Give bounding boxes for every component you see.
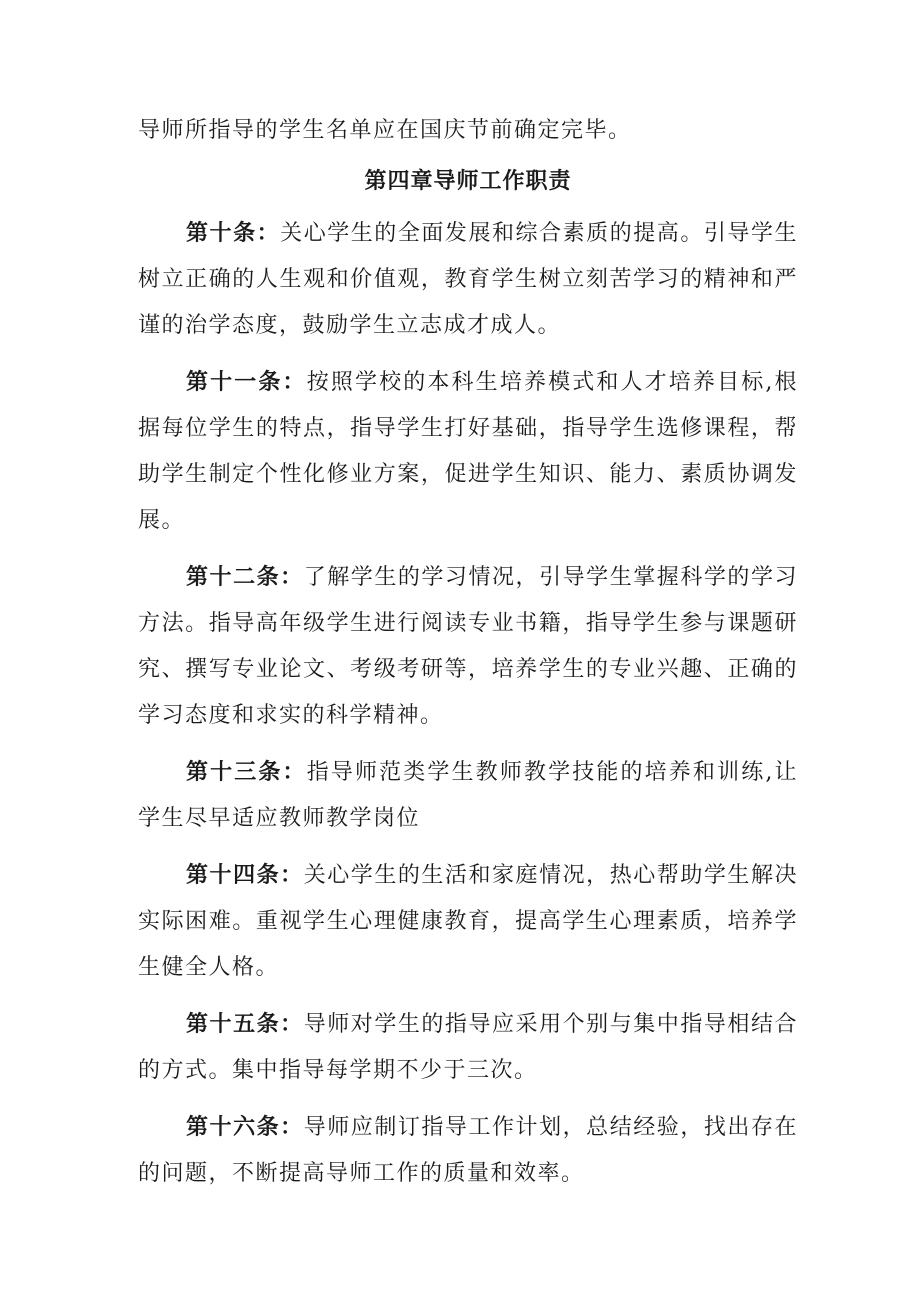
article-10 <box>138 210 798 349</box>
article-label: 第十六条： <box>186 1114 304 1140</box>
article-label: 第十一条： <box>186 369 307 395</box>
article-text: 导师应制订指导工作计划，总结经验，找出存在的问题，不断提高导师工作的质量和效率。 <box>138 1115 798 1186</box>
article-16 <box>138 1104 798 1197</box>
article-text: 按照学校的本科生培养模式和人才培养目标,根据每位学生的特点，指导学生打好基础，指导学生选修课程，帮助学生制定个性化修业方案，促进学生知识、能力、素质协调发展。 <box>138 370 798 533</box>
article-label: 第十三条： <box>186 759 307 785</box>
article-text: 关心学生的生活和家庭情况，热心帮助学生解决实际困难。重视学生心理健康教育，提高学生心理素质，培养学生健全人格。 <box>138 863 798 980</box>
article-label: 第十五条： <box>186 1011 304 1037</box>
article-text: 了解学生的学习情况，引导学生掌握科学的学习方法。指导高年级学生进行阅读专业书籍，指导学生参与课题研究、撰写专业论文、考级考研等，培养学生的专业兴趣、正确的学习态度和求实的科学精神。 <box>138 565 798 728</box>
chapter-title: 第四章导师工作职责 <box>364 168 572 194</box>
article-text: 导师对学生的指导应采用个别与集中指导相结合的方式。集中指导每学期不少于三次。 <box>138 1012 798 1083</box>
continuation-paragraph: 导师所指导的学生名单应在国庆节前确定完毕。 <box>138 118 632 143</box>
article-label: 第十四条： <box>186 862 304 888</box>
article-13 <box>138 749 798 842</box>
article-14 <box>138 852 798 991</box>
article-12 <box>138 554 798 739</box>
article-text: 关心学生的全面发展和综合素质的提高。引导学生树立正确的人生观和价值观，教育学生树立刻苦学习的精神和严谨的治学态度，鼓励学生立志成才成人。 <box>138 221 798 338</box>
article-11 <box>138 359 798 544</box>
document-page <box>138 108 798 1197</box>
article-label: 第十条： <box>186 220 281 246</box>
article-label: 第十二条： <box>186 564 304 590</box>
article-15 <box>138 1001 798 1094</box>
article-text: 指导师范类学生教师教学技能的培养和训练,让学生尽早适应教师教学岗位 <box>138 760 798 831</box>
